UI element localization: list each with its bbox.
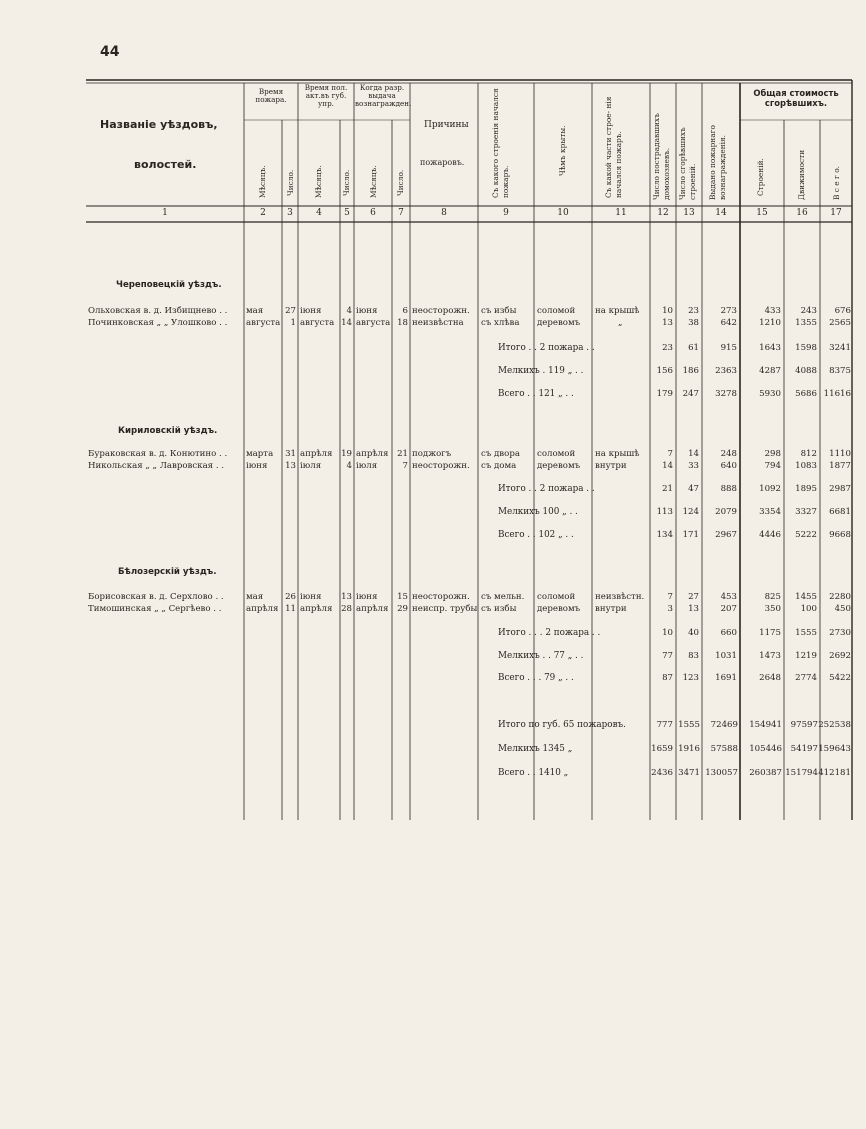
- row-c13: 13: [688, 604, 699, 614]
- row-day-paid: 18: [397, 318, 408, 328]
- grand-total-label: Всего . . 1410 „: [498, 768, 569, 778]
- header-time-paid: Когда разр. выдача вознагражден.: [355, 83, 412, 108]
- total-c15: 3354: [759, 507, 781, 517]
- total-c16: 1555: [795, 628, 817, 638]
- row-place: Никольская „ „ Лавровская . .: [88, 461, 225, 471]
- total-label: Всего . . 102 „ . .: [498, 530, 574, 540]
- grand-total-c12: 1659: [651, 744, 673, 754]
- row-c16: 1455: [795, 592, 817, 602]
- row-month-paid: апрѣля: [356, 449, 389, 459]
- total-c14: 1691: [715, 673, 737, 683]
- total-c17: 2987: [829, 484, 851, 494]
- row-part: на крышѣ: [595, 306, 640, 316]
- row-part: внутри: [595, 461, 627, 471]
- total-c16: 1598: [795, 343, 817, 353]
- row-c14: 642: [720, 318, 737, 328]
- row-month-paid: апрѣля: [356, 604, 389, 614]
- total-label: Итого . . 2 пожара . .: [498, 484, 595, 494]
- colnum-13: 13: [683, 208, 695, 218]
- row-month-act: іюля: [300, 461, 322, 471]
- row-day-act: 28: [341, 604, 352, 614]
- row-c12: 10: [662, 306, 673, 316]
- total-c13: 186: [682, 366, 699, 376]
- colnum-9: 9: [503, 208, 509, 218]
- total-c16: 5686: [795, 389, 817, 399]
- total-c17: 3241: [829, 343, 851, 353]
- row-day-paid: 15: [397, 592, 408, 602]
- total-c12: 156: [656, 366, 673, 376]
- row-c17: 450: [834, 604, 851, 614]
- total-c14: 1031: [715, 651, 737, 661]
- grand-total-c17: 252538: [818, 720, 851, 730]
- row-month-act: апрѣля: [300, 604, 333, 614]
- header-causes-sub: пожаровъ.: [420, 158, 465, 167]
- row-c16: 1355: [795, 318, 817, 328]
- row-month-fire: марта: [246, 449, 274, 459]
- row-day-act: 4: [346, 461, 352, 471]
- total-c16: 2774: [795, 673, 817, 683]
- header-cost-buildings: Строеній.: [756, 158, 765, 196]
- total-c14: 888: [720, 484, 737, 494]
- total-c16: 1219: [795, 651, 817, 661]
- total-label: Мелкихъ . 119 „ . .: [498, 366, 584, 376]
- row-c16: 1083: [795, 461, 817, 471]
- grand-total-c13: 1916: [678, 744, 700, 754]
- row-day-fire: 13: [285, 461, 296, 471]
- row-month-paid: іюня: [356, 306, 378, 316]
- row-c15: 433: [764, 306, 781, 316]
- colnum-14: 14: [715, 208, 727, 218]
- row-roof: соломой: [537, 306, 576, 316]
- total-c12: 21: [662, 484, 673, 494]
- row-month-paid: іюля: [356, 461, 378, 471]
- row-day-fire: 26: [285, 592, 296, 602]
- total-c17: 8375: [829, 366, 851, 376]
- row-month-fire: августа: [246, 318, 281, 328]
- total-c14: 2967: [715, 530, 737, 540]
- colnum-4: 4: [316, 208, 322, 218]
- header-paid: Выдано пожарнаго вознагражденія.: [708, 125, 727, 200]
- row-cause: поджогъ: [412, 449, 452, 459]
- row-day-paid: 29: [397, 604, 408, 614]
- colnum-5: 5: [344, 208, 350, 218]
- header-total-cost: Общая стоимость сгорѣвшихъ.: [753, 88, 839, 108]
- row-from: съ двора: [481, 449, 520, 459]
- row-day-act: 14: [341, 318, 352, 328]
- total-label: Всего . . 121 „ . .: [498, 389, 574, 399]
- district-title: Череповецкій уѣздъ.: [116, 280, 222, 290]
- total-c13: 83: [688, 651, 699, 661]
- row-roof: соломой: [537, 449, 576, 459]
- row-from: съ мельн.: [481, 592, 525, 602]
- row-roof: соломой: [537, 592, 576, 602]
- total-c12: 134: [656, 530, 673, 540]
- grand-total-label: Итого по губ. 65 пожаровъ.: [498, 720, 626, 730]
- header-day-2: Число.: [342, 169, 351, 196]
- row-day-fire: 31: [285, 449, 296, 459]
- district-title: Бѣлозерскій уѣздъ.: [118, 567, 217, 577]
- grand-total-c13: 1555: [678, 720, 700, 730]
- total-c17: 2730: [829, 628, 851, 638]
- grand-total-c12: 777: [656, 720, 673, 730]
- header-from-building: Съ какого строенія начался пожаръ.: [491, 88, 510, 198]
- header-part: Съ какой части строе- нія начался пожаръ.: [604, 96, 623, 198]
- row-from: съ избы: [481, 604, 517, 614]
- total-c16: 5222: [795, 530, 817, 540]
- row-day-paid: 21: [397, 449, 408, 459]
- total-c13: 124: [682, 507, 699, 517]
- colnum-1: 1: [162, 208, 168, 218]
- colnum-7: 7: [398, 208, 404, 218]
- row-c13: 27: [688, 592, 699, 602]
- row-day-fire: 1: [290, 318, 296, 328]
- colnum-6: 6: [370, 208, 376, 218]
- row-from: съ дома: [481, 461, 517, 471]
- grand-total-c15: 154941: [749, 720, 782, 730]
- total-c13: 247: [682, 389, 699, 399]
- header-name-title: Названіе уѣздовъ,: [100, 118, 218, 131]
- total-c15: 1473: [759, 651, 781, 661]
- grand-total-c15: 260387: [749, 768, 782, 778]
- row-place: Тимошинская „ „ Сергѣево . .: [88, 604, 222, 614]
- total-c14: 660: [720, 628, 737, 638]
- total-c12: 179: [656, 389, 673, 399]
- row-from: съ хлѣва: [481, 318, 520, 328]
- grand-total-c17: 412181: [818, 768, 851, 778]
- total-c15: 5930: [759, 389, 781, 399]
- row-c15: 350: [764, 604, 781, 614]
- total-c13: 47: [688, 484, 699, 494]
- row-c12: 3: [667, 604, 673, 614]
- row-day-fire: 27: [285, 306, 296, 316]
- total-c15: 4287: [759, 366, 781, 376]
- grand-total-c13: 3471: [678, 768, 700, 778]
- total-c16: 3327: [795, 507, 817, 517]
- row-c15: 1210: [759, 318, 781, 328]
- district-title: Кириловскій уѣздъ.: [118, 426, 218, 436]
- row-month-act: апрѣля: [300, 449, 333, 459]
- total-c14: 2363: [715, 366, 737, 376]
- grand-total-c16: 97597: [790, 720, 818, 730]
- colnum-12: 12: [657, 208, 669, 218]
- row-c14: 248: [720, 449, 737, 459]
- total-c15: 2648: [759, 673, 781, 683]
- grand-total-c14: 57588: [710, 744, 738, 754]
- header-time-fire: Время пожара.: [255, 87, 287, 104]
- total-c14: 3278: [715, 389, 737, 399]
- row-cause: неосторожн.: [412, 592, 470, 602]
- header-time-act: Время пол. акт.въ губ. упр.: [304, 83, 348, 108]
- total-c15: 1092: [759, 484, 781, 494]
- total-c16: 4088: [795, 366, 817, 376]
- row-c13: 23: [688, 306, 699, 316]
- total-c13: 40: [688, 628, 699, 638]
- row-c12: 7: [667, 592, 673, 602]
- row-month-fire: мая: [246, 306, 264, 316]
- header-name-sub: волостей.: [134, 158, 197, 171]
- total-c17: 2692: [829, 651, 851, 661]
- row-month-fire: іюня: [246, 461, 268, 471]
- header-cost-movables: Движимости: [797, 149, 806, 200]
- row-c14: 640: [720, 461, 737, 471]
- row-c17: 1110: [829, 449, 851, 459]
- colnum-3: 3: [287, 208, 293, 218]
- row-c16: 243: [800, 306, 817, 316]
- total-label: Итого . . 2 пожара . .: [498, 343, 595, 353]
- row-month-paid: іюня: [356, 592, 378, 602]
- row-day-paid: 6: [402, 306, 408, 316]
- row-c15: 298: [764, 449, 781, 459]
- total-label: Мелкихъ 100 „ . .: [498, 507, 578, 517]
- row-c16: 100: [800, 604, 817, 614]
- row-c13: 14: [688, 449, 699, 459]
- grand-total-c14: 130057: [705, 768, 738, 778]
- header-day-1: Число.: [286, 169, 295, 196]
- row-part: внутри: [595, 604, 627, 614]
- row-c12: 7: [667, 449, 673, 459]
- grand-total-c12: 2436: [651, 768, 673, 778]
- total-c15: 1175: [759, 628, 781, 638]
- row-roof: деревомъ: [537, 318, 581, 328]
- grand-total-c16: 151794: [785, 768, 818, 778]
- row-c13: 38: [688, 318, 699, 328]
- total-c17: 9668: [829, 530, 851, 540]
- grand-total-c15: 105446: [749, 744, 782, 754]
- row-part: неизвѣстн.: [595, 592, 645, 602]
- header-buildings-burned: Число сгорѣвшихъ строеній.: [678, 127, 697, 200]
- row-c12: 13: [662, 318, 673, 328]
- row-place: Починковская „ „ Улошково . .: [88, 318, 228, 328]
- row-cause: неизвѣстна: [412, 318, 464, 328]
- row-c15: 825: [764, 592, 781, 602]
- header-causes: Причины: [424, 120, 469, 130]
- row-c17: 676: [834, 306, 851, 316]
- header-month-1: Мѣсяцъ.: [258, 165, 267, 198]
- colnum-17: 17: [830, 208, 842, 218]
- row-month-paid: августа: [356, 318, 391, 328]
- colnum-8: 8: [441, 208, 447, 218]
- colnum-15: 15: [756, 208, 768, 218]
- row-day-fire: 11: [285, 604, 296, 614]
- total-label: Мелкихъ . . 77 „ . .: [498, 651, 584, 661]
- row-month-fire: мая: [246, 592, 264, 602]
- row-cause: неосторожн.: [412, 461, 470, 471]
- row-c15: 794: [764, 461, 781, 471]
- row-c16: 812: [800, 449, 817, 459]
- row-day-act: 13: [341, 592, 352, 602]
- row-day-act: 19: [341, 449, 352, 459]
- total-c14: 915: [720, 343, 737, 353]
- row-cause: неиспр. трубы: [412, 604, 478, 614]
- header-day-3: Число.: [396, 169, 405, 196]
- total-c15: 4446: [759, 530, 781, 540]
- total-c12: 23: [662, 343, 673, 353]
- row-place: Ольховская в. д. Избищнево . .: [88, 306, 228, 316]
- row-month-act: іюня: [300, 306, 322, 316]
- row-day-paid: 7: [402, 461, 408, 471]
- row-month-act: августа: [300, 318, 335, 328]
- colnum-2: 2: [260, 208, 266, 218]
- row-place: Борисовская в. д. Серхлово . .: [88, 592, 224, 602]
- total-c16: 1895: [795, 484, 817, 494]
- row-part: „: [618, 318, 623, 328]
- total-c12: 87: [662, 673, 673, 683]
- row-c14: 453: [720, 592, 737, 602]
- grand-total-c17: 159643: [818, 744, 851, 754]
- total-c13: 171: [682, 530, 699, 540]
- row-c17: 1877: [829, 461, 851, 471]
- row-c17: 2280: [829, 592, 851, 602]
- row-month-act: іюня: [300, 592, 322, 602]
- total-c13: 61: [688, 343, 699, 353]
- total-c17: 5422: [829, 673, 851, 683]
- header-month-3: Мѣсяцъ.: [369, 165, 378, 198]
- total-label: Итого . . . 2 пожара . .: [498, 628, 601, 638]
- grand-total-label: Мелкихъ 1345 „: [498, 744, 573, 754]
- total-c17: 6681: [829, 507, 851, 517]
- row-roof: деревомъ: [537, 604, 581, 614]
- row-roof: деревомъ: [537, 461, 581, 471]
- row-c14: 273: [720, 306, 737, 316]
- colnum-11: 11: [615, 208, 627, 218]
- row-month-fire: апрѣля: [246, 604, 279, 614]
- total-c12: 113: [656, 507, 673, 517]
- row-from: съ избы: [481, 306, 517, 316]
- total-c13: 123: [682, 673, 699, 683]
- row-day-act: 4: [346, 306, 352, 316]
- total-c14: 2079: [715, 507, 737, 517]
- header-owners: Число пострадавшихъ домохозяевъ.: [652, 113, 671, 200]
- row-c14: 207: [720, 604, 737, 614]
- row-place: Бураковская в. д. Конютино . .: [88, 449, 228, 459]
- total-c17: 11616: [823, 389, 851, 399]
- total-label: Всего . . . 79 „ . .: [498, 673, 574, 683]
- grand-total-c16: 54197: [790, 744, 818, 754]
- total-c15: 1643: [759, 343, 781, 353]
- row-c13: 33: [688, 461, 699, 471]
- row-c17: 2565: [829, 318, 851, 328]
- colnum-16: 16: [796, 208, 808, 218]
- grand-total-c14: 72469: [710, 720, 738, 730]
- colnum-10: 10: [557, 208, 569, 218]
- page-number: 44: [100, 44, 120, 60]
- row-cause: неосторожн.: [412, 306, 470, 316]
- total-c12: 10: [662, 628, 673, 638]
- row-part: на крышѣ: [595, 449, 640, 459]
- row-c12: 14: [662, 461, 673, 471]
- header-roof: Чѣмъ крыты.: [558, 125, 567, 176]
- header-cost-all: В с е г о.: [832, 165, 841, 200]
- header-month-2: Мѣсяцъ.: [314, 165, 323, 198]
- total-c12: 77: [662, 651, 673, 661]
